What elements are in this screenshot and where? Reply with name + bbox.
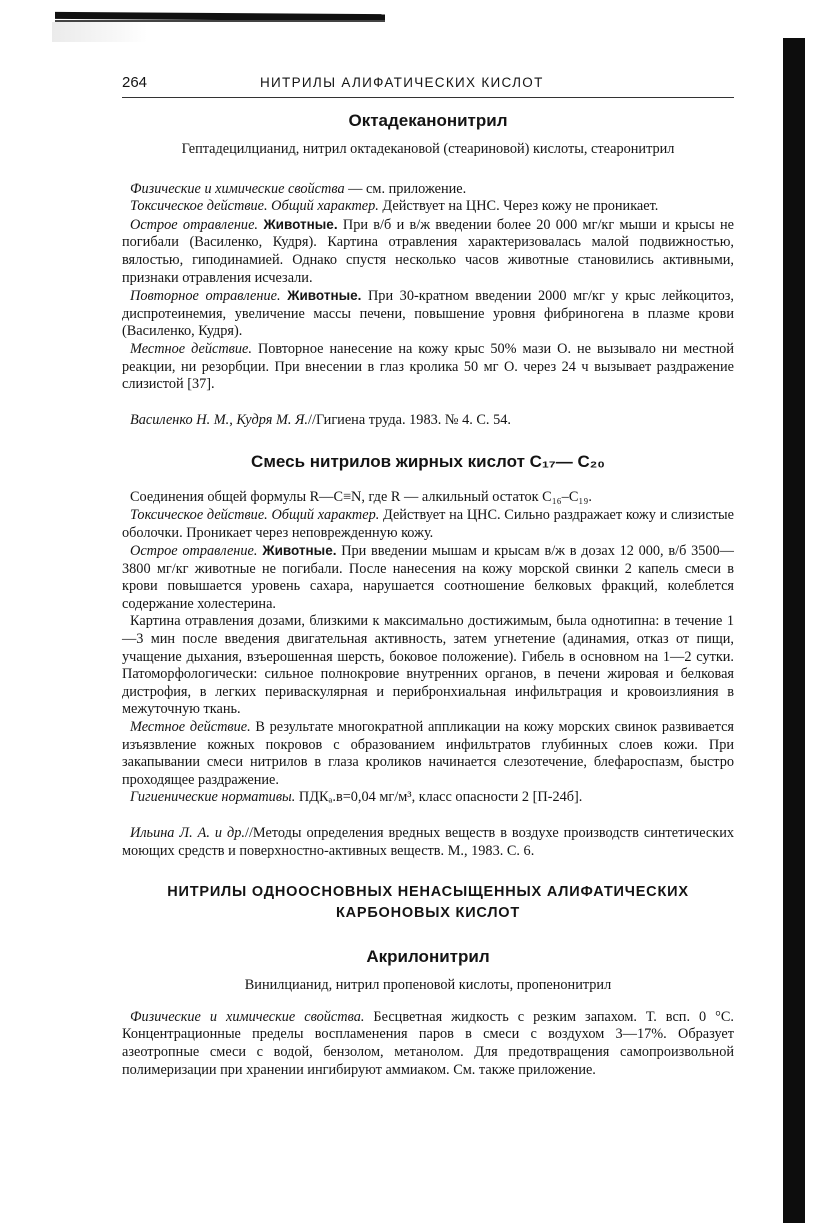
section-heading <box>122 882 734 924</box>
toxic-paragraph <box>122 507 734 542</box>
article-title-nitrile-mixture: Смесь нитрилов жирных кислот C₁₇— C₂₀ <box>251 452 605 472</box>
reference-authors: Ильина Л. А. и др. <box>130 825 245 841</box>
article-title-octadecanonitrile: Октадеканонитрил <box>348 111 508 130</box>
toxic-lead: Токсическое действие. Общий характер. <box>130 198 379 215</box>
acute-lead: Острое отравление. <box>130 543 258 560</box>
local-text: В результате многократной аппликации на кожу морских свинок развивается изъязвление кожных покровов с образованием инфильтратов глубинных слоев кожи. При закапывании смеси нитрилов в глаза кроликов начинается слезотечение, блефароспазм, быстро проходящее раздражение. <box>122 719 734 788</box>
header-rule <box>122 97 734 98</box>
running-head <box>122 74 734 94</box>
reference-source: //Методы определения вредных веществ в воздухе производств синтетических моющих средств и поверхностно-активных веществ. М., 1983. С. 6. <box>122 825 734 859</box>
page-body <box>122 110 734 1079</box>
section-heading-line-1: НИТРИЛЫ ОДНООСНОВНЫХ НЕНАСЫЩЕННЫХ АЛИФАТИЧЕСКИХ <box>167 884 689 901</box>
repeated-text: При 30-кратном введении 2000 мг/кг у крыс лейкоцитоз, диспротеинемия, увеличение массы печени, повышение уровня фибриногена в плазме крови (Василенко, Кудря). <box>122 288 734 340</box>
local-paragraph <box>122 719 734 789</box>
acute-text: При в/б и в/ж введении более 20 000 мг/кг мыши и крысы не погибали (Василенко, Кудря). Картина отравления характеризовалась малой подвижностью, вялостью, гиподинамией. Однако спустя несколько часов животные становились активными, признаки отравления исчезали. <box>122 216 735 286</box>
hygiene-lead: Гигиенические нормативы. <box>130 789 296 806</box>
synonyms-acrylonitrile: Винилцианид, нитрил пропеновой кислоты, пропенонитрил <box>244 977 612 994</box>
physchem-text: Бесцветная жидкость с резким запахом. Т. всп. 0 °С. Концентрационные пределы воспламенения паров в смеси с воздухом 3—17%. Образует азеотропные смеси с водой, бензолом, метанолом. Для предотвращения самопроизвольной полимеризации при хранении ингибируют аммиаком. См. также приложение. <box>122 1008 734 1078</box>
acute-paragraph <box>122 216 734 287</box>
local-text: Повторное нанесение на кожу крыс 50% мази О. не вызывало ни местной реакции, ни резорбции. При внесении в глаз кролика 50 мг О. через 24 ч вызывает раздражение слизистой [37]. <box>122 340 734 393</box>
local-lead: Местное действие. <box>130 719 251 736</box>
article-title-acrylonitrile: Акрилонитрил <box>366 947 490 967</box>
repeated-paragraph <box>122 287 734 341</box>
running-title: НИТРИЛЫ АЛИФАТИЧЕСКИХ КИСЛОТ <box>260 75 544 90</box>
physchem-lead: Физические и химические свойства. <box>130 1008 365 1025</box>
poisoning-picture-paragraph: Картина отравления дозами, близкими к максимально достижимым, была однотипна: в течение 1—3 мин после введения двигательная активность, затем угнетение (адинамия, отказ от пищи, учащение дыхания, взъерошенная шерсть, боковое положение). Гибель в основном на 1—2 сутки. Патоморфологически: сильное полнокровие внутренних органов, в печени жировая и белковая дистрофия, в легких периваскулярная и перибронхиальная инфильтрация и кровоизлияния в межуточную ткань. <box>122 613 734 718</box>
hygiene-text: ПДКₐ.в=0,04 мг/м³, класс опасности 2 [П-24б]. <box>295 789 583 806</box>
acute-lead: Острое отравление. <box>130 216 259 233</box>
acute-paragraph <box>122 542 734 613</box>
repeated-animals-label: Животные. <box>280 288 362 304</box>
toxic-text: Действует на ЦНС. Через кожу не проникает. <box>378 198 659 215</box>
scan-smudge <box>52 22 147 42</box>
hygiene-paragraph <box>122 789 734 807</box>
physchem-paragraph <box>122 1009 734 1079</box>
page-number: 264 <box>122 74 148 91</box>
physchem-text: — см. приложение. <box>344 180 467 197</box>
formula-paragraph: Соединения общей формулы R—C≡N, где R — алкильный остаток C₁₆–C₁₉. <box>130 489 592 506</box>
synonyms-octadecanonitrile: Гептадецилцианид, нитрил октадекановой (стеариновой) кислоты, стеаронитрил <box>181 141 675 157</box>
physchem-lead: Физические и химические свойства <box>130 180 345 197</box>
acute-text: При введении мышам и крысам в/ж в дозах 12 000, в/б 3500—3800 мг/кг животные не погибали. После нанесения на кожу морской свинки 2 капель смеси в крови повышается уровень сахара, нарушается соотношение белковых фракций, колеблется содержание холестерина. <box>122 543 734 612</box>
local-lead: Местное действие. <box>130 340 252 357</box>
physchem-paragraph <box>122 181 734 199</box>
toxic-lead: Токсическое действие. Общий характер. <box>130 506 380 523</box>
reference-source: //Гигиена труда. 1983. № 4. С. 54. <box>308 411 511 428</box>
toxic-paragraph <box>122 198 734 216</box>
reference-authors: Василенко Н. М., Кудря М. Я. <box>130 411 308 428</box>
scan-edge-right <box>783 38 805 1223</box>
acute-animals-label: Животные. <box>258 216 338 232</box>
local-paragraph <box>122 341 734 394</box>
section-heading-line-2: КАРБОНОВЫХ КИСЛОТ <box>335 905 521 922</box>
acute-animals-label: Животные. <box>257 543 337 559</box>
repeated-lead: Повторное отравление. <box>130 288 281 305</box>
toxic-text: Действует на ЦНС. Сильно раздражает кожу и слизистые оболочки. Проникает через неповрежденную кожу. <box>122 506 734 541</box>
reference-octadecanonitrile <box>122 412 734 430</box>
reference-nitrile-mixture <box>122 825 734 860</box>
